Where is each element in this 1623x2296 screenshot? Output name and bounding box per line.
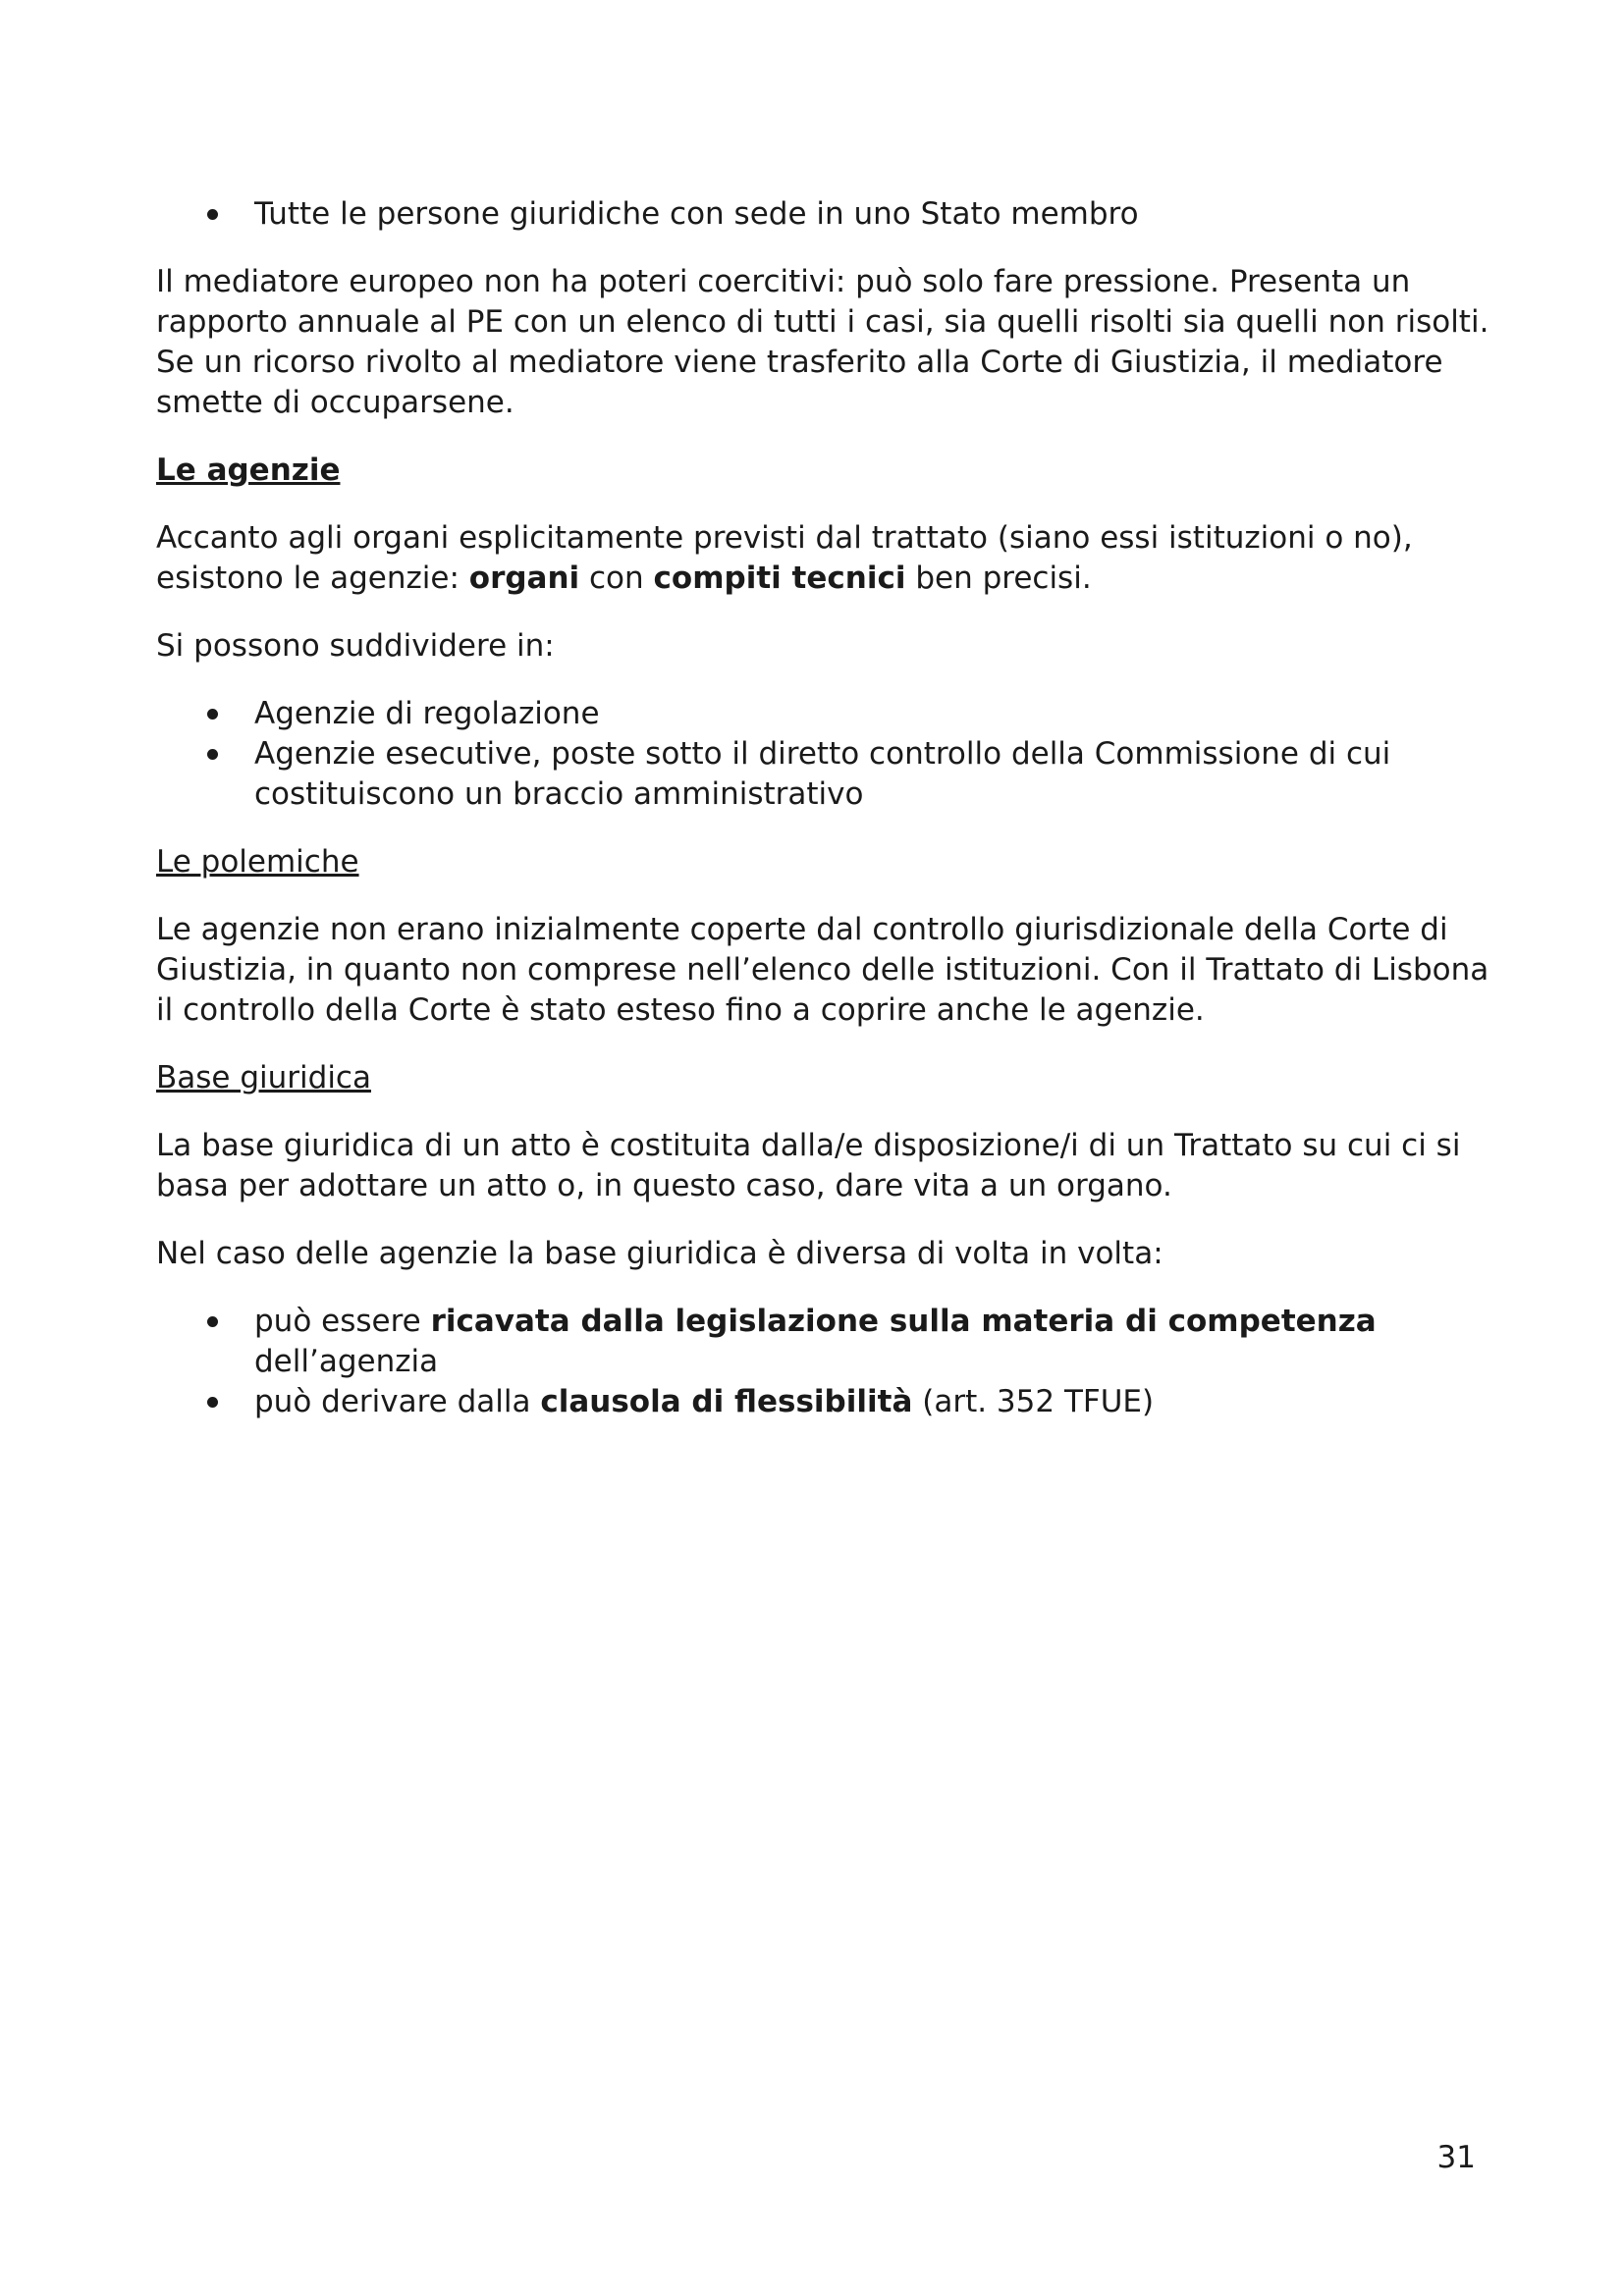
bullet-icon [207, 1316, 218, 1327]
paragraph-polemiche: Le agenzie non erano inizialmente coperte dal controllo giurisdizionale della Corte di Giustizia, in quanto non comprese nell’elenco delle istituzioni. Con il Trattato di Lisbona il controllo della Corte è stato esteso fino a coprire anche le agenzie. [156, 912, 1489, 1028]
paragraph-mediatore: Il mediatore europeo non ha poteri coercitivi: può solo fare pressione. Presenta un rapporto annuale al PE con un elenco di tutti i casi, sia quelli risolti sia quelli non risolti. Se un ricorso rivolto al mediatore viene trasferito alla Corte di Giustizia, il mediatore smette di occuparsene. [156, 264, 1489, 420]
paragraph-caso-agenzie: Nel caso delle agenzie la base giuridica è diversa di volta in volta: [156, 1236, 1163, 1271]
bullet-icon [207, 209, 218, 220]
page-number: 31 [1436, 2140, 1476, 2175]
bullet-list-agenzie [156, 694, 1491, 815]
list-item: può derivare dalla clausola di flessibilità (art. 352 TFUE) [156, 1382, 1491, 1422]
bullet-icon [207, 1397, 218, 1408]
section-heading-agenzie: Le agenzie [156, 453, 341, 488]
paragraph-agenzie-intro: Accanto agli organi esplicitamente previsti dal trattato (siano essi istituzioni o no), esistono le agenzie: organi con compiti tecnici ben precisi. [156, 520, 1413, 596]
page-content [156, 194, 1491, 1450]
bullet-list-base-giuridica [156, 1302, 1491, 1422]
section-heading-polemiche: Le polemiche [156, 844, 359, 880]
paragraph-suddivisione: Si possono suddividere in: [156, 628, 555, 664]
section-heading-base-giuridica: Base giuridica [156, 1060, 371, 1095]
paragraph-base-giuridica: La base giuridica di un atto è costituita dalla/e disposizione/i di un Trattato su cui ci si basa per adottare un atto o, in questo caso, dare vita a un organo. [156, 1128, 1461, 1203]
list-item: Tutte le persone giuridiche con sede in uno Stato membro [156, 194, 1491, 235]
bullet-icon [207, 749, 218, 760]
bullet-list-persone [156, 194, 1491, 235]
list-item: può essere ricavata dalla legislazione sulla materia di competenza dell’agenzia [156, 1302, 1491, 1382]
bullet-icon [207, 709, 218, 720]
list-item: Agenzie esecutive, poste sotto il diretto controllo della Commissione di cui costituiscono un braccio amministrativo [156, 734, 1491, 815]
list-item: Agenzie di regolazione [156, 694, 1491, 734]
